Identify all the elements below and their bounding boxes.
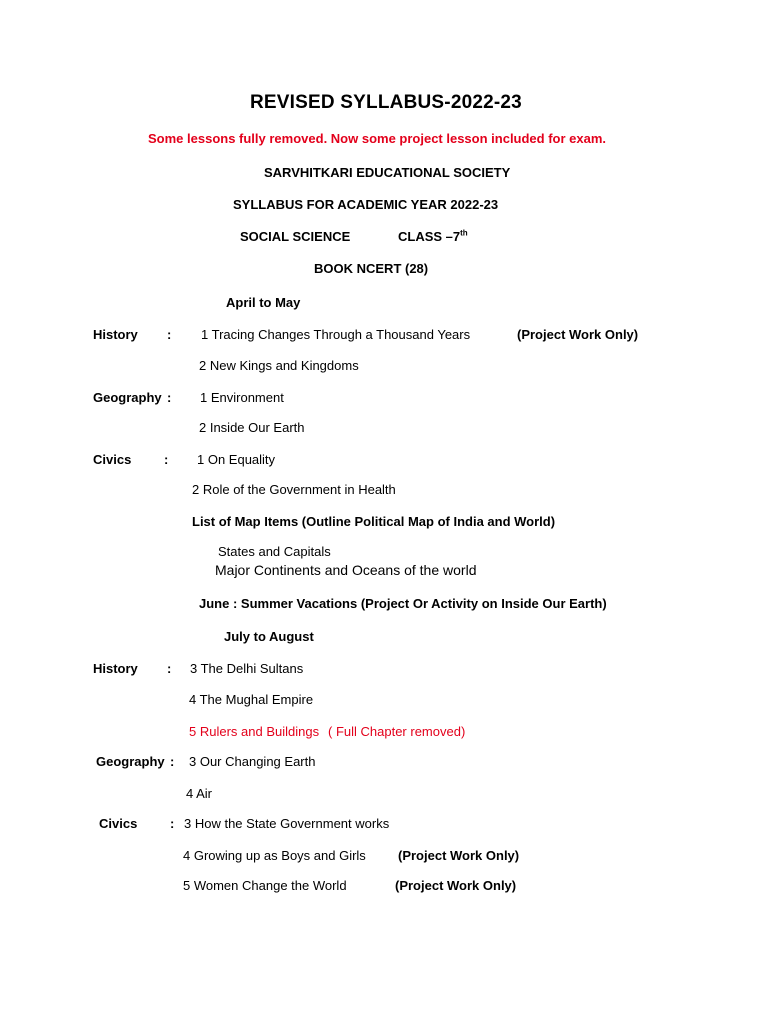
term1-geography-item-2: 2 Inside Our Earth xyxy=(199,420,305,435)
term2-civics-item-2: 4 Growing up as Boys and Girls xyxy=(183,848,366,863)
term1-geography-item-1: 1 Environment xyxy=(200,390,284,405)
term2-civics-item-3: 5 Women Change the World xyxy=(183,878,347,893)
term2-history-colon: : xyxy=(167,661,172,676)
term1-civics-label: Civics xyxy=(93,452,132,467)
term2-civics-colon: : xyxy=(170,816,175,831)
term1-civics-item-1: 1 On Equality xyxy=(197,452,276,467)
term2-geography-colon: : xyxy=(170,754,175,769)
term1-history-label: History xyxy=(93,327,138,342)
notice-text: Some lessons fully removed. Now some project lesson included for exam. xyxy=(148,131,607,146)
book-label: BOOK NCERT (28) xyxy=(314,261,429,276)
class-label: CLASS –7th xyxy=(398,228,468,244)
term1-heading: April to May xyxy=(226,295,301,310)
term2-heading: July to August xyxy=(224,629,314,644)
june-vacation-text: June : Summer Vacations (Project Or Activity on Inside Our Earth) xyxy=(199,596,607,611)
map-items-heading: List of Map Items (Outline Political Map of India and World) xyxy=(192,514,556,529)
term2-history-item-2: 4 The Mughal Empire xyxy=(189,692,314,707)
subject-label: SOCIAL SCIENCE xyxy=(240,229,351,244)
term2-geography-item-1: 3 Our Changing Earth xyxy=(189,754,316,769)
term1-history-note: (Project Work Only) xyxy=(517,327,639,342)
term2-geography-label: Geography xyxy=(96,754,165,769)
term1-geography-label: Geography xyxy=(93,390,162,405)
term2-geography-item-2: 4 Air xyxy=(186,786,213,801)
term1-history-item-1: 1 Tracing Changes Through a Thousand Years xyxy=(201,327,471,342)
term1-civics-colon: : xyxy=(164,452,169,467)
term2-civics-label: Civics xyxy=(99,816,138,831)
term2-civics-item-1: 3 How the State Government works xyxy=(184,816,390,831)
map-item-1: States and Capitals xyxy=(218,544,331,559)
term1-geography-colon: : xyxy=(167,390,172,405)
term1-civics-item-2: 2 Role of the Government in Health xyxy=(192,482,396,497)
society-name: SARVHITKARI EDUCATIONAL SOCIETY xyxy=(264,165,511,180)
syllabus-year: SYLLABUS FOR ACADEMIC YEAR 2022-23 xyxy=(233,197,499,212)
term2-history-removed-note: ( Full Chapter removed) xyxy=(328,724,466,739)
term2-history-item-1: 3 The Delhi Sultans xyxy=(190,661,304,676)
document-title: REVISED SYLLABUS-2022-23 xyxy=(250,92,522,113)
term1-history-item-2: 2 New Kings and Kingdoms xyxy=(199,358,359,373)
term2-civics-note-2: (Project Work Only) xyxy=(395,878,517,893)
term2-history-removed-item: 5 Rulers and Buildings xyxy=(189,724,320,739)
term2-civics-note-1: (Project Work Only) xyxy=(398,848,520,863)
term1-history-colon: : xyxy=(167,327,172,342)
term2-history-label: History xyxy=(93,661,138,676)
class-superscript: th xyxy=(460,228,468,238)
map-item-2: Major Continents and Oceans of the world xyxy=(215,562,477,578)
